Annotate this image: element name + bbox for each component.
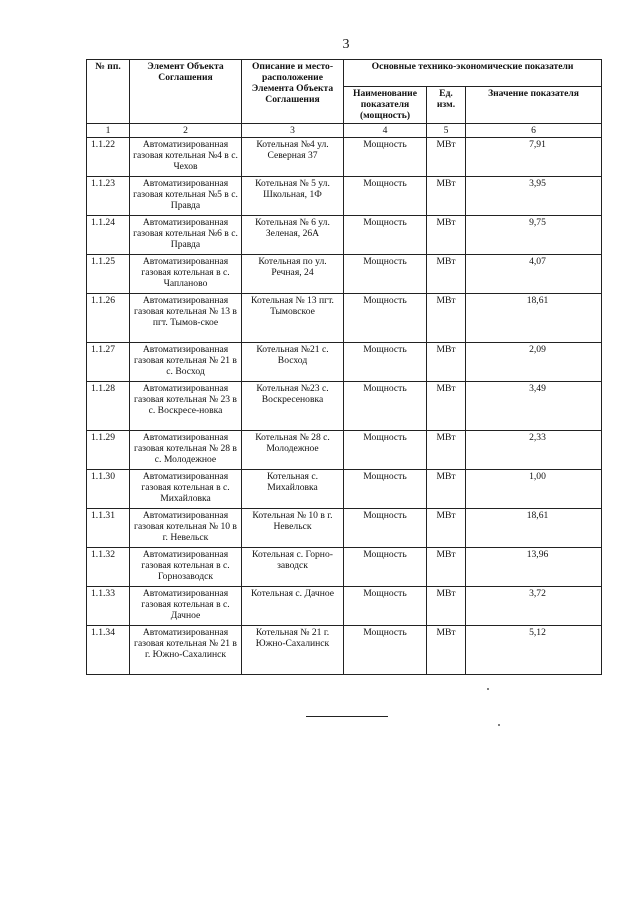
row-indicator: Мощность: [344, 343, 427, 382]
row-number: 1.1.23: [87, 177, 130, 216]
column-number-row: [87, 124, 602, 138]
table-row: [87, 138, 602, 177]
row-unit: МВт: [427, 343, 466, 382]
row-value: 9,75: [466, 216, 602, 255]
row-value: 5,12: [466, 626, 602, 675]
row-indicator: Мощность: [344, 587, 427, 626]
row-value: 3,49: [466, 382, 602, 431]
column-number: 6: [466, 124, 602, 138]
row-element: Автоматизированная газовая котельная №4 в с. Чехов: [130, 138, 242, 177]
row-indicator: Мощность: [344, 548, 427, 587]
row-location: Котельная № 21 г. Южно-Сахалинск: [242, 626, 344, 675]
row-indicator: Мощность: [344, 177, 427, 216]
row-indicator: Мощность: [344, 216, 427, 255]
row-number: 1.1.28: [87, 382, 130, 431]
column-number: 3: [242, 124, 344, 138]
row-number: 1.1.27: [87, 343, 130, 382]
table-row: [87, 470, 602, 509]
row-indicator: Мощность: [344, 138, 427, 177]
row-unit: МВт: [427, 470, 466, 509]
row-element: Автоматизированная газовая котельная в с. Горнозаводск: [130, 548, 242, 587]
row-unit: МВт: [427, 587, 466, 626]
row-number: 1.1.30: [87, 470, 130, 509]
row-unit: МВт: [427, 626, 466, 675]
row-location: Котельная №4 ул. Северная 37: [242, 138, 344, 177]
table-row: [87, 382, 602, 431]
row-indicator: Мощность: [344, 294, 427, 343]
table-row: [87, 294, 602, 343]
row-element: Автоматизированная газовая котельная № 21 в с. Восход: [130, 343, 242, 382]
column-number: 2: [130, 124, 242, 138]
row-number: 1.1.32: [87, 548, 130, 587]
row-location: Котельная № 5 ул. Школьная, 1Ф: [242, 177, 344, 216]
table-row: [87, 177, 602, 216]
row-value: 13,96: [466, 548, 602, 587]
table-row: [87, 343, 602, 382]
row-indicator: Мощность: [344, 382, 427, 431]
row-number: 1.1.33: [87, 587, 130, 626]
header-number: № пп.: [87, 60, 130, 124]
header-element: Элемент Объекта Соглашения: [130, 60, 242, 124]
row-element: Автоматизированная газовая котельная в с. Дачное: [130, 587, 242, 626]
row-value: 4,07: [466, 255, 602, 294]
row-element: Автоматизированная газовая котельная № 28 в с. Молодежное: [130, 431, 242, 470]
row-element: Автоматизированная газовая котельная в с. Михайловка: [130, 470, 242, 509]
row-location: Котельная с. Горно-заводск: [242, 548, 344, 587]
row-element: Автоматизированная газовая котельная № 23 в с. Воскресе-новка: [130, 382, 242, 431]
column-number: 5: [427, 124, 466, 138]
row-value: 18,61: [466, 294, 602, 343]
header-value: Значение показателя: [466, 87, 602, 124]
row-indicator: Мощность: [344, 470, 427, 509]
row-number: 1.1.24: [87, 216, 130, 255]
row-indicator: Мощность: [344, 509, 427, 548]
table-row: [87, 431, 602, 470]
row-location: Котельная с. Михайловка: [242, 470, 344, 509]
row-unit: МВт: [427, 382, 466, 431]
row-indicator: Мощность: [344, 255, 427, 294]
table-row: [87, 626, 602, 675]
scan-speck: [487, 688, 489, 690]
row-element: Автоматизированная газовая котельная №5 в с. Правда: [130, 177, 242, 216]
row-location: Котельная № 28 с. Молодежное: [242, 431, 344, 470]
row-location: Котельная № 13 пгт. Тымовское: [242, 294, 344, 343]
row-location: Котельная № 10 в г. Невельск: [242, 509, 344, 548]
row-value: 3,95: [466, 177, 602, 216]
footer-separator-line: [306, 716, 388, 717]
header-indicator-name: Наименование показателя (мощность): [344, 87, 427, 124]
table-row: [87, 255, 602, 294]
row-unit: МВт: [427, 138, 466, 177]
row-number: 1.1.29: [87, 431, 130, 470]
table-row: [87, 216, 602, 255]
table-row: [87, 587, 602, 626]
row-unit: МВт: [427, 255, 466, 294]
table-body: [87, 138, 602, 675]
row-location: Котельная № 6 ул. Зеленая, 26А: [242, 216, 344, 255]
technical-indicators-table: [86, 59, 602, 675]
row-unit: МВт: [427, 431, 466, 470]
row-unit: МВт: [427, 548, 466, 587]
column-number: 4: [344, 124, 427, 138]
row-number: 1.1.22: [87, 138, 130, 177]
table-row: [87, 548, 602, 587]
row-indicator: Мощность: [344, 431, 427, 470]
row-indicator: Мощность: [344, 626, 427, 675]
row-value: 3,72: [466, 587, 602, 626]
column-number: 1: [87, 124, 130, 138]
header-indicators-group: Основные технико-экономические показатели: [344, 60, 602, 87]
scan-speck: [498, 724, 500, 726]
row-value: 2,33: [466, 431, 602, 470]
page-number: 3: [342, 37, 350, 52]
row-value: 7,91: [466, 138, 602, 177]
header-unit: Ед. изм.: [427, 87, 466, 124]
row-number: 1.1.26: [87, 294, 130, 343]
row-value: 2,09: [466, 343, 602, 382]
row-element: Автоматизированная газовая котельная № 13 в пгт. Тымов-ское: [130, 294, 242, 343]
row-number: 1.1.31: [87, 509, 130, 548]
table-row: [87, 509, 602, 548]
row-location: Котельная №21 с. Восход: [242, 343, 344, 382]
row-unit: МВт: [427, 509, 466, 548]
row-unit: МВт: [427, 177, 466, 216]
row-value: 1,00: [466, 470, 602, 509]
row-element: Автоматизированная газовая котельная в с. Чапланово: [130, 255, 242, 294]
row-unit: МВт: [427, 294, 466, 343]
row-number: 1.1.25: [87, 255, 130, 294]
row-element: Автоматизированная газовая котельная № 21 в г. Южно-Сахалинск: [130, 626, 242, 675]
row-location: Котельная по ул. Речная, 24: [242, 255, 344, 294]
row-element: Автоматизированная газовая котельная № 10 в г. Невельск: [130, 509, 242, 548]
row-location: Котельная с. Дачное: [242, 587, 344, 626]
row-element: Автоматизированная газовая котельная №6 в с. Правда: [130, 216, 242, 255]
row-value: 18,61: [466, 509, 602, 548]
row-number: 1.1.34: [87, 626, 130, 675]
row-location: Котельная №23 с. Воскресеновка: [242, 382, 344, 431]
header-location: Описание и место-расположение Элемента Объекта Соглашения: [242, 60, 344, 124]
row-unit: МВт: [427, 216, 466, 255]
